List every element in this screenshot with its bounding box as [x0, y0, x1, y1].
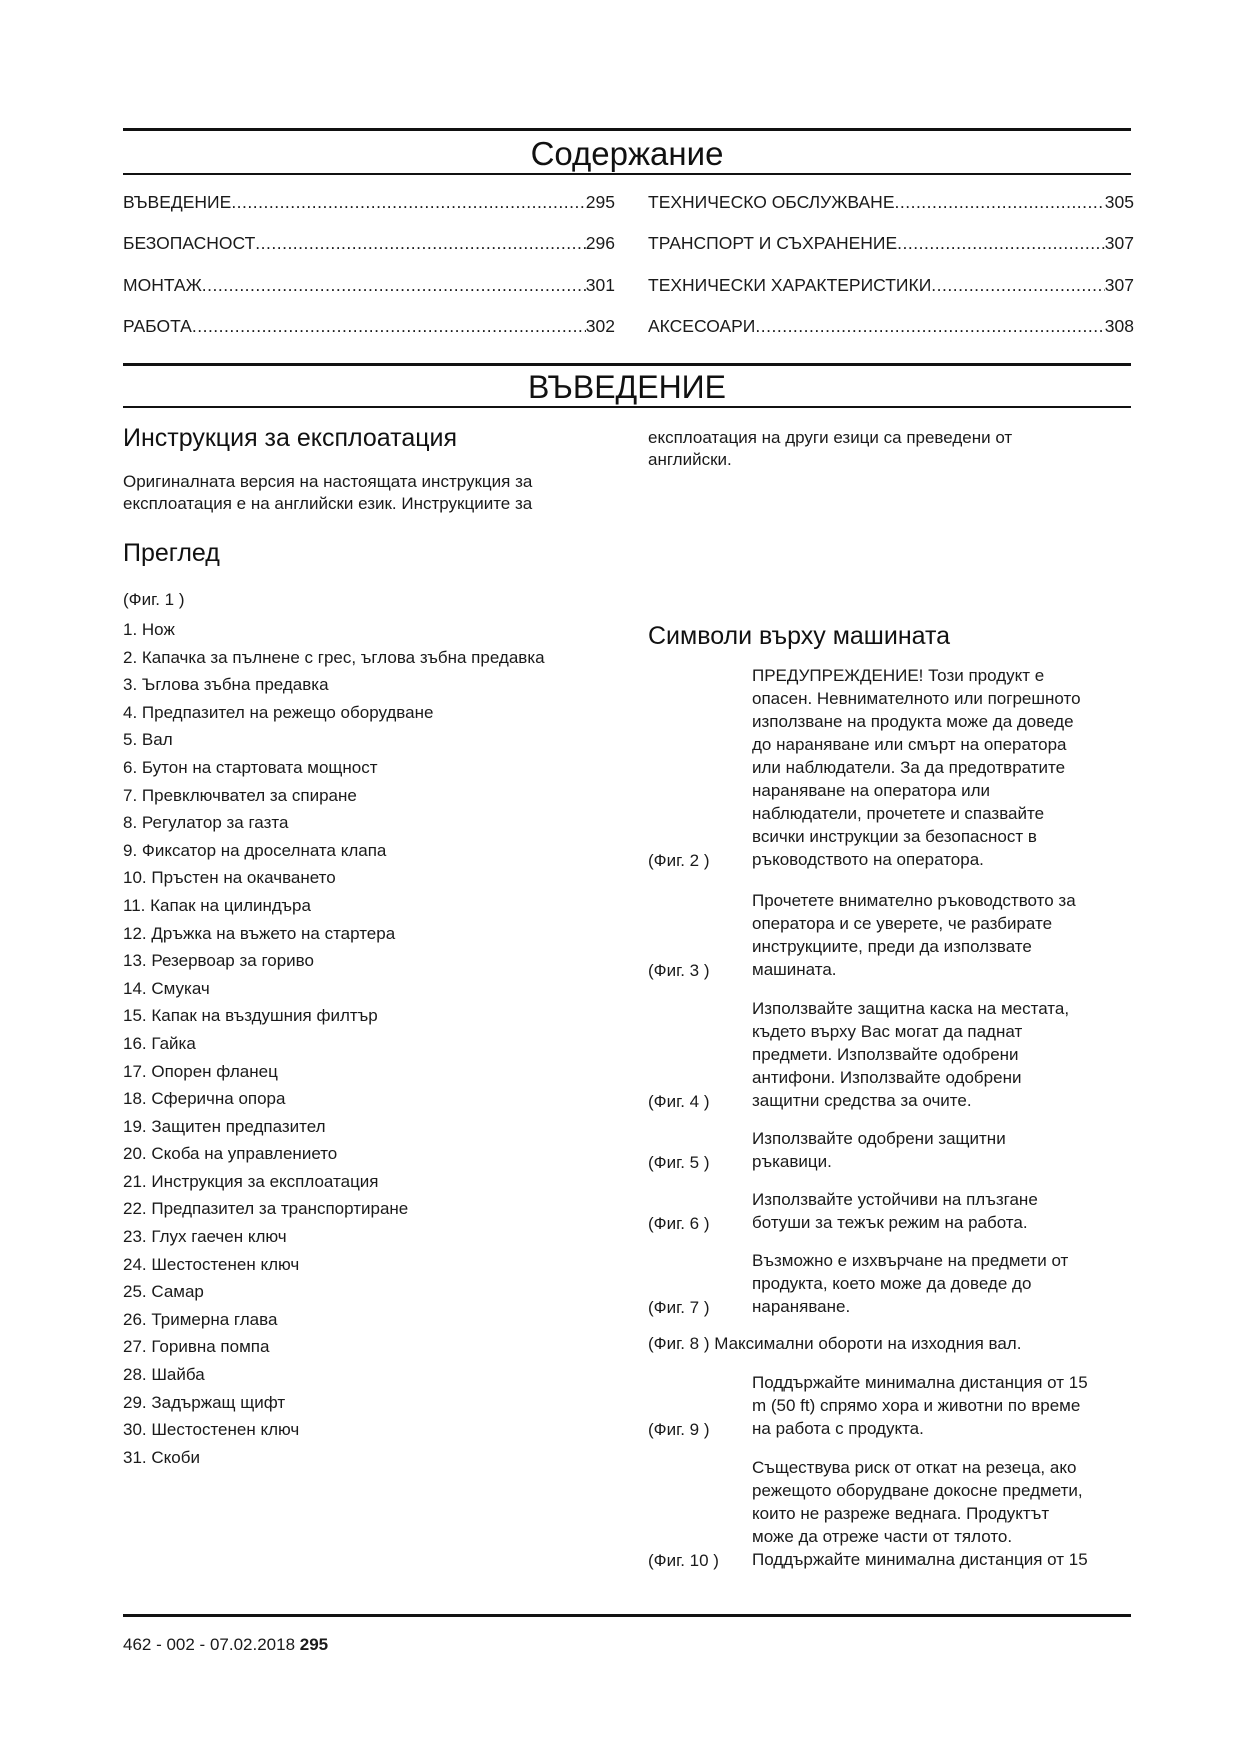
overview-item: 21. Инструкция за експлоатация	[123, 1171, 379, 1191]
symbol-text-line: Използвайте устойчиви на плъзгане	[752, 1190, 1038, 1209]
overview-item: 11. Капак на цилиндъра	[123, 895, 311, 915]
symbol-row	[648, 664, 1138, 871]
toc-entry-label: ВЪВЕДЕНИЕ	[123, 192, 232, 212]
symbol-text	[752, 997, 1138, 1112]
overview-item: 12. Дръжка на въжето на стартера	[123, 923, 396, 943]
manual-heading: Инструкция за експлоатация	[123, 424, 458, 452]
symbol-text-line: нараняване на оператора или	[752, 781, 991, 800]
toc-leader-dots	[755, 315, 1104, 337]
toc-entry-label: МОНТАЖ	[123, 275, 202, 295]
symbol-text-line: до нараняване или смърт на оператора	[752, 735, 1067, 754]
symbol-figure-ref: (Фиг. 10 )	[648, 1551, 719, 1570]
symbols-heading: Символи върху машината	[648, 622, 951, 650]
symbol-text-line: ботуши за тежък режим на работа.	[752, 1213, 1028, 1232]
toc-entry-page: 308	[1104, 316, 1134, 336]
symbol-text-line: които не разреже веднага. Продуктът	[752, 1504, 1050, 1523]
symbol-text-line: ПРЕДУПРЕЖДЕНИЕ! Този продукт е	[752, 666, 1045, 685]
overview-item: 28. Шайба	[123, 1365, 205, 1385]
toc-entry-label: ТЕХНИЧЕСКО ОБСЛУЖВАНЕ	[648, 192, 895, 212]
symbol-text-line: може да отреже части от тялото.	[752, 1527, 1013, 1546]
manual-text-line: Оригиналната версия на настоящата инструкция за	[123, 472, 533, 491]
toc-entry-page: 305	[1104, 192, 1134, 212]
toc-leader-dots	[231, 191, 585, 213]
toc-entry-assembly[interactable]	[123, 274, 615, 296]
toc-leader-dots	[931, 274, 1105, 296]
toc-entry-safety[interactable]	[123, 232, 615, 254]
intro-bottom-rule	[123, 406, 1131, 408]
symbol-text-line: където върху Вас могат да паднат	[752, 1022, 1023, 1041]
symbol-figure-ref: (Фиг. 5 )	[648, 1153, 710, 1172]
symbol-text-line: Максимални обороти на изходния вал.	[714, 1334, 1022, 1353]
toc-entry-maintenance[interactable]	[648, 191, 1134, 213]
toc-entry-technical-data[interactable]	[648, 274, 1134, 296]
symbol-text-line: машината.	[752, 960, 837, 979]
symbol-text	[752, 1188, 1138, 1234]
overview-heading: Преглед	[123, 539, 220, 567]
symbol-text-line: Съществува риск от откат на резеца, ако	[752, 1458, 1077, 1477]
symbol-text-line: Прочетете внимателно ръководството за	[752, 891, 1076, 910]
overview-item: 26. Тримерна глава	[123, 1309, 278, 1329]
toc-entry-label: БЕЗОПАСНОСТ	[123, 233, 256, 253]
toc-top-rule	[123, 128, 1131, 131]
manual-text-line: експлоатация на други езици са преведени от	[648, 428, 1013, 447]
symbol-text-line: m (50 ft) спрямо хора и животни по време	[752, 1396, 1081, 1415]
overview-item: 15. Капак на въздушния филтър	[123, 1006, 378, 1026]
overview-item: 8. Регулатор за газта	[123, 813, 289, 833]
overview-item: 17. Опорен фланец	[123, 1061, 278, 1081]
footer-rule	[123, 1614, 1131, 1617]
overview-item: 30. Шестостенен ключ	[123, 1420, 300, 1440]
toc-leader-dots	[192, 315, 586, 337]
overview-item: 5. Вал	[123, 730, 173, 750]
symbol-text-line: използване на продукта може да доведе	[752, 712, 1074, 731]
toc-leader-dots	[202, 274, 586, 296]
overview-item: 29. Задържащ щифт	[123, 1392, 286, 1412]
manual-text-line: английски.	[648, 450, 732, 469]
symbol-figure-ref: (Фиг. 9 )	[648, 1420, 710, 1439]
symbol-row	[648, 1332, 1138, 1355]
overview-item: 22. Предпазител за транспортиране	[123, 1199, 409, 1219]
toc-entry-label: АКСЕСОАРИ	[648, 316, 756, 336]
symbol-text-line: Поддържайте минимална дистанция от 15	[752, 1550, 1088, 1569]
symbol-text-line: Използвайте одобрени защитни	[752, 1129, 1006, 1148]
symbol-text	[752, 1371, 1138, 1440]
manual-text-line: експлоатация е на английски език. Инструкциите за	[123, 494, 533, 513]
symbol-text-line: ръководството на оператора.	[752, 850, 984, 869]
symbol-text-line: всички инструкции за безопасност в	[752, 827, 1037, 846]
symbol-figure-ref: (Фиг. 8 )	[648, 1334, 710, 1353]
toc-entry-page: 301	[585, 275, 615, 295]
symbol-figure-ref: (Фиг. 4 )	[648, 1092, 710, 1111]
symbol-text	[752, 664, 1138, 871]
toc-entry-page: 307	[1104, 233, 1134, 253]
overview-item: 4. Предпазител на режещо оборудване	[123, 702, 434, 722]
intro-title: ВЪВЕДЕНИЕ	[527, 369, 727, 405]
overview-item: 27. Горивна помпа	[123, 1337, 270, 1357]
overview-item: 6. Бутон на стартовата мощност	[123, 757, 378, 777]
symbol-text	[752, 1127, 1138, 1173]
symbol-text-line: на работа с продукта.	[752, 1419, 924, 1438]
overview-item: 7. Превключвател за спиране	[123, 785, 357, 805]
symbol-text-line: режещото оборудване докосне предмети,	[752, 1481, 1083, 1500]
toc-entry-label: ТРАНСПОРТ И СЪХРАНЕНИЕ	[648, 233, 898, 253]
overview-item: 13. Резервоар за гориво	[123, 951, 314, 971]
symbol-figure-ref: (Фиг. 3 )	[648, 961, 710, 980]
toc-entry-accessories[interactable]	[648, 315, 1134, 337]
overview-item: 24. Шестостенен ключ	[123, 1254, 300, 1274]
symbol-figure-ref: (Фиг. 2 )	[648, 851, 710, 870]
symbol-text-line: Поддържайте минимална дистанция от 15	[752, 1373, 1088, 1392]
symbol-text-line: продукта, което може да доведе до	[752, 1274, 1032, 1293]
symbol-row	[648, 997, 1138, 1112]
toc-entry-page: 307	[1104, 275, 1134, 295]
toc-entry-label: РАБОТА	[123, 316, 192, 336]
toc-entry-page: 302	[585, 316, 615, 336]
footer	[123, 1634, 328, 1656]
symbol-text	[752, 889, 1138, 981]
symbol-row	[648, 1371, 1138, 1440]
toc-entry-intro[interactable]	[123, 191, 615, 213]
toc-title: Содержание	[530, 135, 724, 172]
symbol-text-line: инструкциите, преди да използвате	[752, 937, 1032, 956]
symbol-row	[648, 1456, 1138, 1571]
toc-entry-transport[interactable]	[648, 232, 1134, 254]
toc-entry-label: ТЕХНИЧЕСКИ ХАРАКТЕРИСТИКИ	[648, 275, 932, 295]
intro-top-rule	[123, 363, 1131, 366]
symbol-text	[752, 1249, 1138, 1318]
overview-item: 3. Ъглова зъбна предавка	[123, 675, 329, 695]
symbol-text-line: нараняване.	[752, 1297, 851, 1316]
symbol-text-line: ръкавици.	[752, 1152, 832, 1171]
symbol-row	[648, 1127, 1138, 1173]
symbol-text	[752, 1456, 1138, 1571]
overview-item: 14. Смукач	[123, 978, 210, 998]
toc-leader-dots	[895, 191, 1105, 213]
symbol-text-line: защитни средства за очите.	[752, 1091, 972, 1110]
symbol-text-line: или наблюдатели. За да предотвратите	[752, 758, 1066, 777]
toc-entry-page: 295	[585, 192, 615, 212]
overview-figure-ref: (Фиг. 1 )	[123, 590, 185, 609]
toc-leader-dots	[255, 232, 586, 254]
overview-item: 9. Фиксатор на дроселната клапа	[123, 840, 387, 860]
symbol-text-line: предмети. Използвайте одобрени	[752, 1045, 1019, 1064]
footer-code: 462 - 002 - 07.02.2018	[123, 1635, 296, 1654]
symbol-row	[648, 1249, 1138, 1318]
symbol-row-inline	[648, 1332, 1021, 1355]
overview-item: 31. Скоби	[123, 1447, 200, 1467]
toc-leader-dots	[897, 232, 1105, 254]
symbol-text-line: наблюдатели, прочетете и спазвайте	[752, 804, 1045, 823]
overview-item: 25. Самар	[123, 1282, 204, 1302]
symbol-row	[648, 889, 1138, 981]
symbol-text-line: Възможно е изхвърчане на предмети от	[752, 1251, 1069, 1270]
overview-item: 2. Капачка за пълнене с грес, ъглова зъбна предавка	[123, 647, 545, 667]
overview-list	[123, 619, 623, 1474]
symbol-figure-ref: (Фиг. 6 )	[648, 1214, 710, 1233]
symbol-figure-ref: (Фиг. 7 )	[648, 1298, 710, 1317]
overview-item: 23. Глух гаечен ключ	[123, 1227, 287, 1247]
toc-entry-operation[interactable]	[123, 315, 615, 337]
overview-item: 19. Защитен предпазител	[123, 1116, 326, 1136]
overview-item: 1. Нож	[123, 620, 175, 639]
overview-item: 20. Скоба на управлението	[123, 1144, 338, 1164]
symbol-row	[648, 1188, 1138, 1234]
overview-item: 16. Гайка	[123, 1033, 196, 1053]
footer-page-number: 295	[299, 1635, 329, 1654]
symbol-text-line: антифони. Използвайте одобрени	[752, 1068, 1022, 1087]
symbol-text-line: оператора и се уверете, че разбирате	[752, 914, 1053, 933]
overview-item: 18. Сферична опора	[123, 1089, 286, 1109]
symbol-text-line: опасен. Невнимателното или погрешното	[752, 689, 1081, 708]
toc-bottom-rule	[123, 173, 1131, 175]
symbol-text-line: Използвайте защитна каска на местата,	[752, 999, 1070, 1018]
overview-item: 10. Пръстен на окачването	[123, 868, 336, 888]
toc-entry-page: 296	[585, 233, 615, 253]
